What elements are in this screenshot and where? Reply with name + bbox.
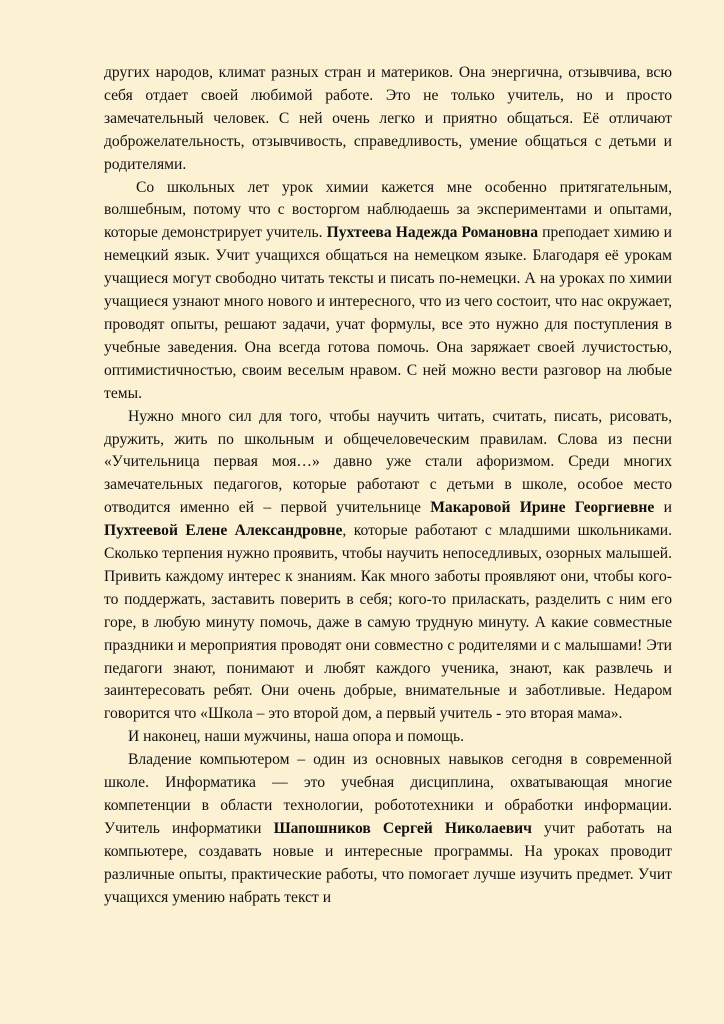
paragraph-2-text-a: Со школьных лет урок химии кажется мне особенно притягательным, волшебным, потому что с восторгом наблюдаешь за экспериментами и опытами, которые демонстрирует учитель.	[104, 178, 672, 242]
paragraph-2-text-b: преподает химию и немецкий язык. Учит учащихся общаться на немецком языке. Благодаря её урокам учащиеся могут свободно читать тексты и писать по-немецки. А на уроках по химии учащиеся узнают много нового и интересного, что из чего состоит, что нас окружает, проводят опыты, решают задачи, учат формулы, все это нужно для поступления в учебные заведения. Она всегда готова помочь. Она заряжает своей лучистостью, оптимистичностью, своим веселым нравом. С ней можно вести разговор на любые темы.	[104, 224, 672, 402]
teacher-name-shaposhnikov-sergey: Шапошников Сергей Николаевич	[273, 819, 532, 837]
paragraph-5-text-a: Владение компьютером – один из основных навыков сегодня в современной школе. Информатика — это учебная дисциплина, охватывающая многие компетенции в области технологии, робототехники и обработки информации. Учитель информатики	[104, 751, 672, 837]
paragraph-3-text-a: Нужно много сил для того, чтобы научить читать, считать, писать, рисовать, дружить, жить по школьным и общечеловеческим правилам. Слова из песни «Учительница первая моя…» давно уже стали афоризмом. Среди многих замечательных педагогов, которые работают с детьми в школе, особое место отводится именно ей – первой учительнице	[104, 407, 672, 517]
paragraph-1	[104, 62, 672, 177]
teacher-name-pukhteeva-elena: Пухтеевой Елене Александровне	[104, 522, 343, 540]
paragraph-4-text: И наконец, наши мужчины, наша опора и помощь.	[128, 728, 465, 746]
paragraph-2	[104, 177, 672, 406]
paragraph-4	[104, 726, 672, 749]
paragraph-5	[104, 749, 672, 909]
document-body	[104, 62, 672, 910]
paragraph-3-text-b: и	[654, 499, 672, 517]
paragraph-1-text: других народов, климат разных стран и материков. Она энергична, отзывчива, всю себя отдает своей любимой работе. Это не только учитель, но и просто замечательный человек. С ней очень легко и приятно общаться. Её отличают доброжелательность, отзывчивость, справедливость, умение общаться с детьми и родителями.	[104, 64, 672, 173]
paragraph-3	[104, 406, 672, 727]
teacher-name-pukhteeva-nadezhda: Пухтеева Надежда Романовна	[326, 224, 539, 242]
teacher-name-makarova-irina: Макаровой Ирине Георгиевне	[430, 499, 655, 517]
paragraph-3-text-c: , которые работают с младшими школьниками. Сколько терпения нужно проявить, чтобы научить непоседливых, озорных малышей. Привить каждому интерес к знаниям. Как много заботы проявляют они, чтобы кого-то поддержать, заставить поверить в себя; кого-то приласкать, разделить с ним его горе, в любую минуту помочь, даже в самую трудную минуту. А какие совместные праздники и мероприятия проводят они совместно с родителями и с малышами! Эти педагоги знают, понимают и любят каждого ученика, знают, как развлечь и заинтересовать ребят. Они очень добрые, внимательные и заботливые. Недаром говорится что «Школа – это второй дом, а первый учитель - это вторая мама».	[104, 522, 672, 723]
paragraph-5-text-b: учит работать на компьютере, создавать новые и интересные программы. На уроках проводит различные опыты, практические работы, что помогает лучше изучить предмет. Учит учащихся умению набрать текст и	[104, 819, 673, 906]
